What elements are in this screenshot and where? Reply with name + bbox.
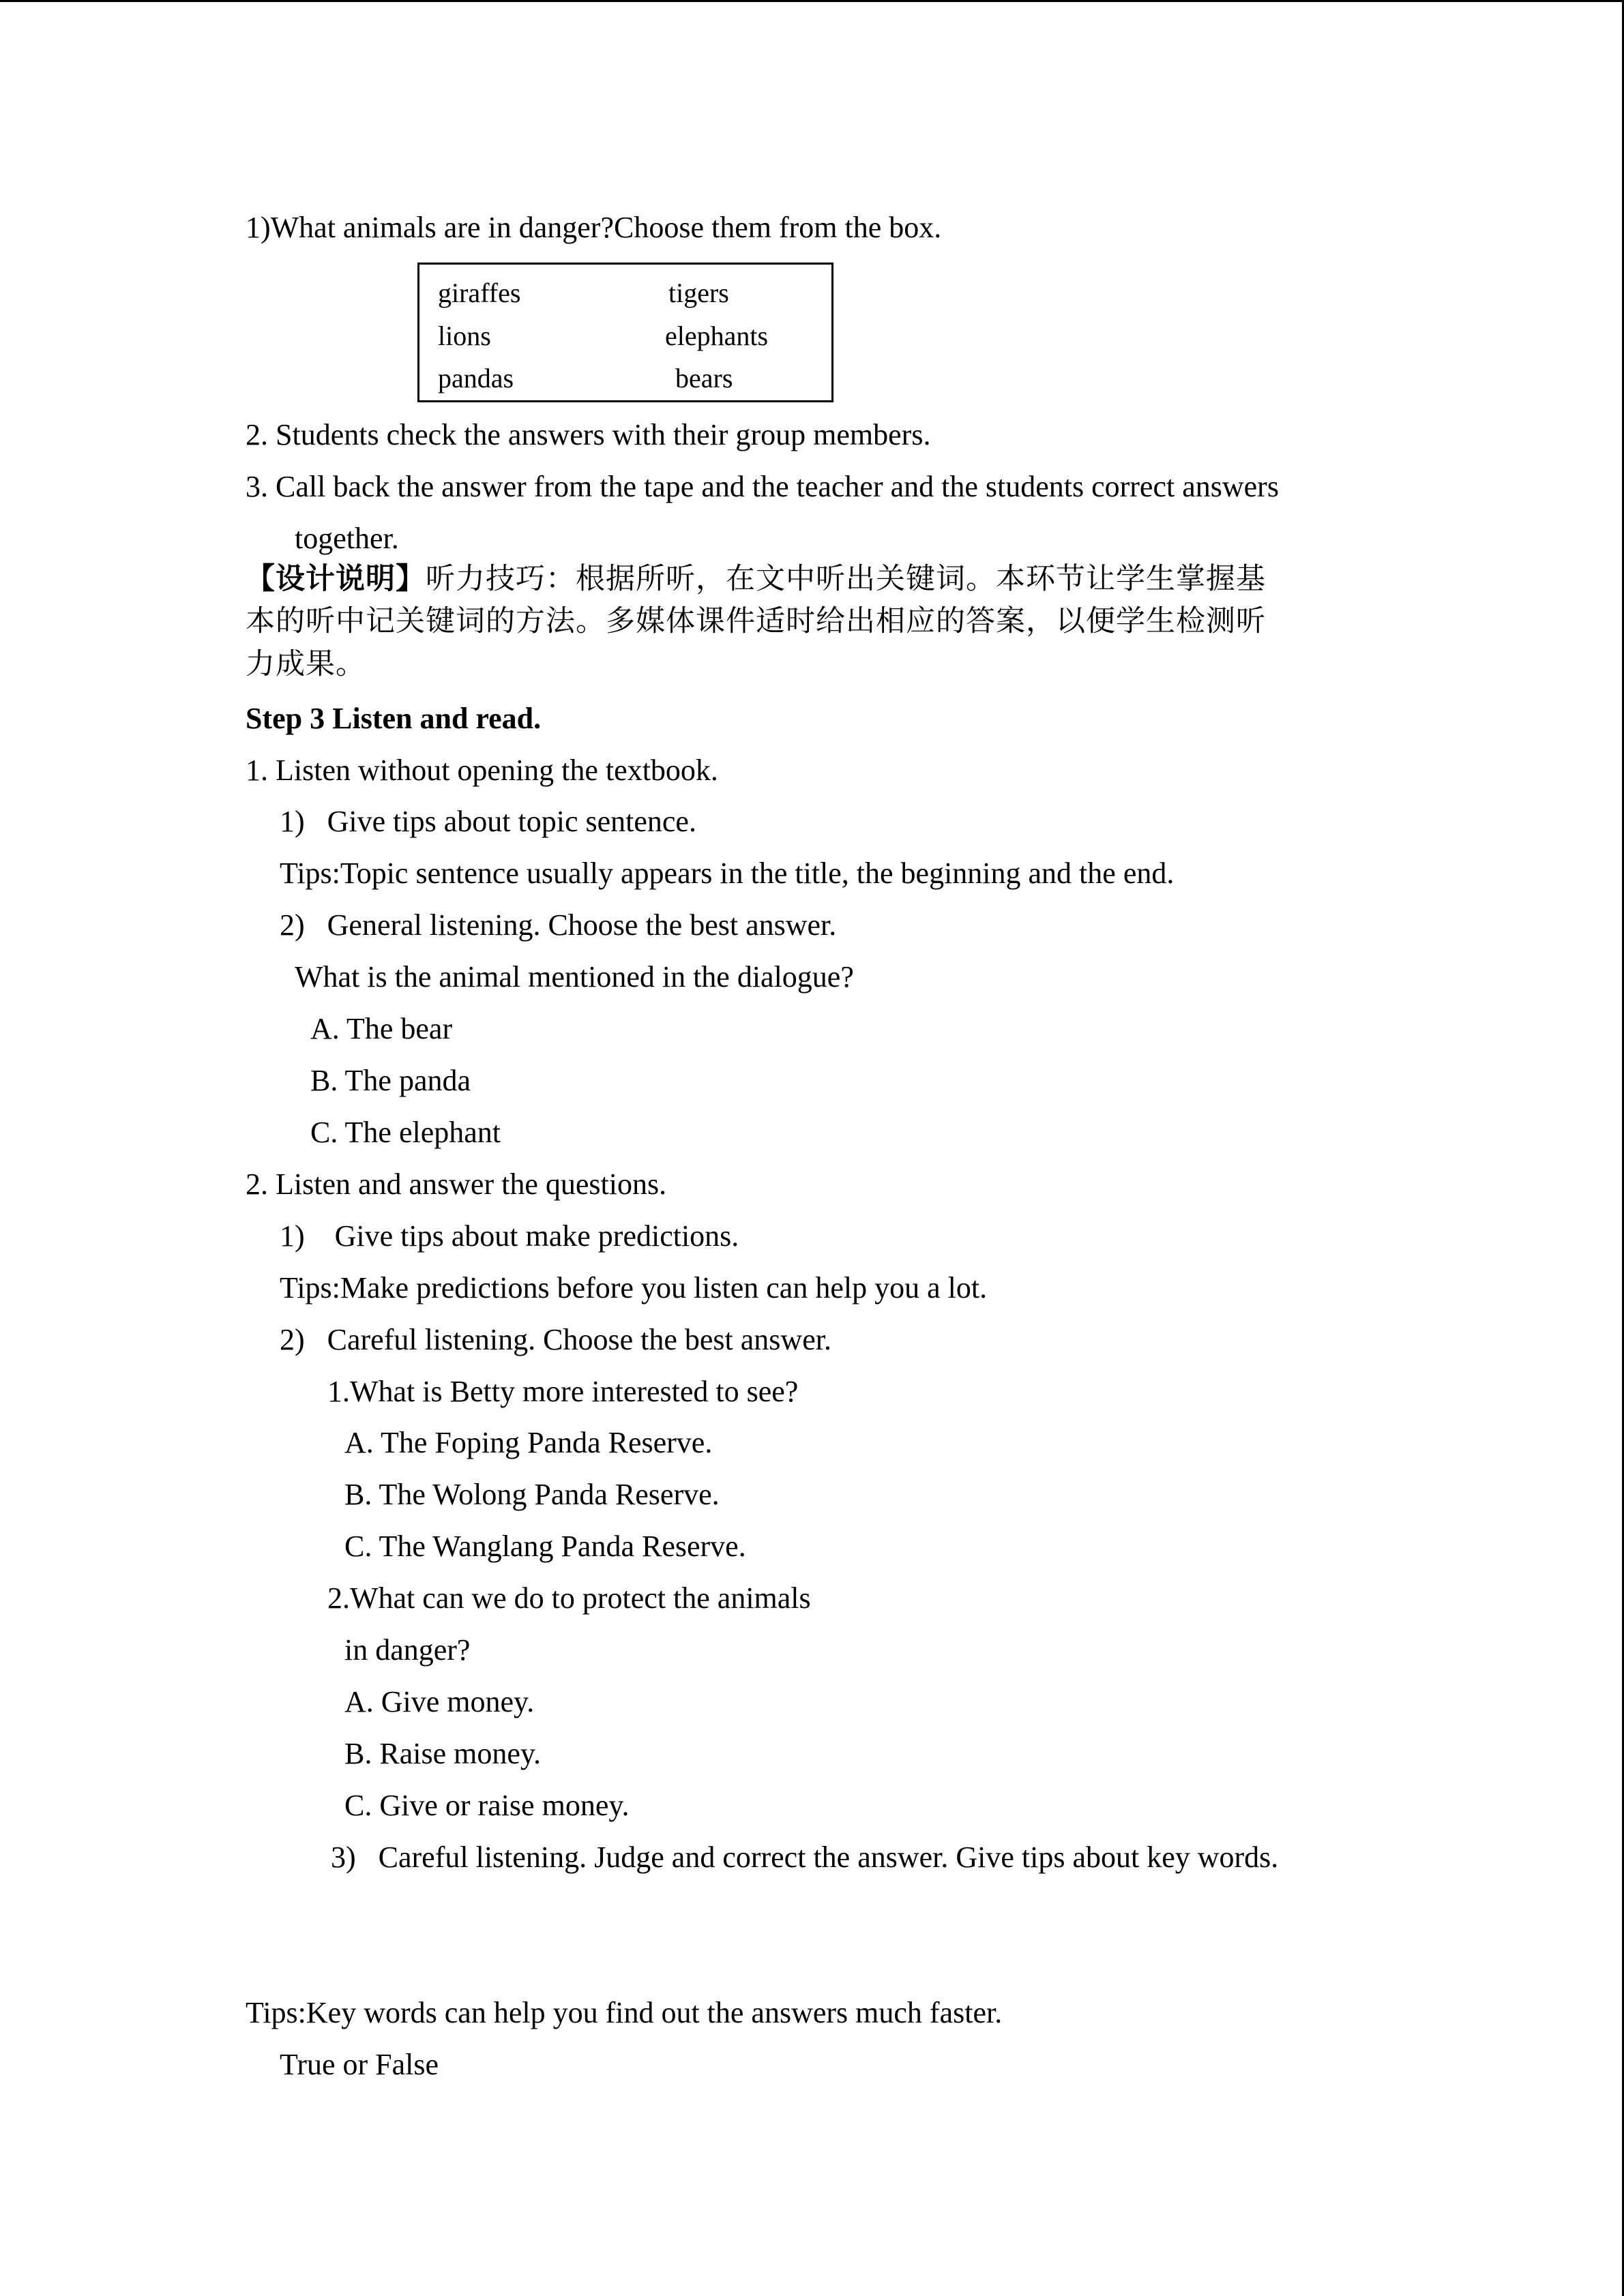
box-word: bears: [675, 363, 733, 393]
step-2-check: 2. Students check the answers with their group members.: [246, 418, 931, 451]
box-word: pandas: [438, 363, 514, 393]
part-1-sub-1: 1) Give tips about topic sentence.: [280, 805, 696, 838]
step-3-heading: Step 3 Listen and read.: [246, 702, 542, 735]
box-word: tigers: [668, 278, 729, 308]
design-note-line-1: 【设计说明】听力技巧：根据所听，在文中听出关键词。本环节让学生掌握基: [246, 562, 1266, 596]
step-3-call-line-2: together.: [295, 522, 399, 555]
part-2-q1-option: A. The Foping Panda Reserve.: [344, 1426, 713, 1459]
part-1-sub-2: 2) General listening. Choose the best answer.: [280, 908, 837, 942]
box-word: giraffes: [438, 278, 521, 308]
part-2-sub-3: 3) Careful listening. Judge and correct the answer. Give tips about key words.: [331, 1840, 1279, 1874]
part-1-option: C. The elephant: [310, 1116, 501, 1149]
tips-key-words: Tips:Key words can help you find out the answers much faster.: [246, 1996, 1003, 2029]
true-or-false: True or False: [280, 2048, 439, 2081]
animal-word-box: [417, 263, 833, 402]
part-2-q1-option: B. The Wolong Panda Reserve.: [344, 1478, 720, 1511]
design-note-label: 【设计说明】: [246, 562, 426, 596]
part-2-title: 2. Listen and answer the questions.: [246, 1167, 667, 1201]
page-top-border: [0, 0, 1624, 2]
box-word: elephants: [665, 320, 769, 351]
part-1-option: B. The panda: [310, 1064, 471, 1097]
part-2-tips: Tips:Make predictions before you listen can help you a lot.: [280, 1271, 988, 1304]
part-2-q2-option: C. Give or raise money.: [344, 1789, 630, 1822]
step-3-call-line-1: 3. Call back the answer from the tape and the teacher and the students correct answers: [246, 470, 1279, 503]
part-2-question-1: 1.What is Betty more interested to see?: [327, 1375, 799, 1408]
part-2-sub-2: 2) Careful listening. Choose the best answer.: [280, 1323, 831, 1356]
part-1-question: What is the animal mentioned in the dialogue?: [295, 960, 854, 994]
box-word: lions: [438, 320, 491, 351]
design-note-line-2: 本的听中记关键词的方法。多媒体课件适时给出相应的答案，以便学生检测听: [246, 604, 1266, 638]
part-2-q2-option: A. Give money.: [344, 1685, 535, 1718]
part-1-option: A. The bear: [310, 1012, 453, 1045]
part-1-title: 1. Listen without opening the textbook.: [246, 754, 718, 787]
question-1: 1)What animals are in danger?Choose them from the box.: [246, 211, 942, 244]
part-2-question-2-line-2: in danger?: [344, 1633, 471, 1667]
design-note-line-3: 力成果。: [246, 647, 366, 681]
part-2-question-2-line-1: 2.What can we do to protect the animals: [327, 1581, 811, 1615]
part-2-q2-option: B. Raise money.: [344, 1737, 541, 1770]
part-1-tips: Tips:Topic sentence usually appears in the title, the beginning and the end.: [280, 856, 1175, 890]
part-2-sub-1: 1) Give tips about make predictions.: [280, 1219, 739, 1253]
part-2-q1-option: C. The Wanglang Panda Reserve.: [344, 1530, 746, 1563]
